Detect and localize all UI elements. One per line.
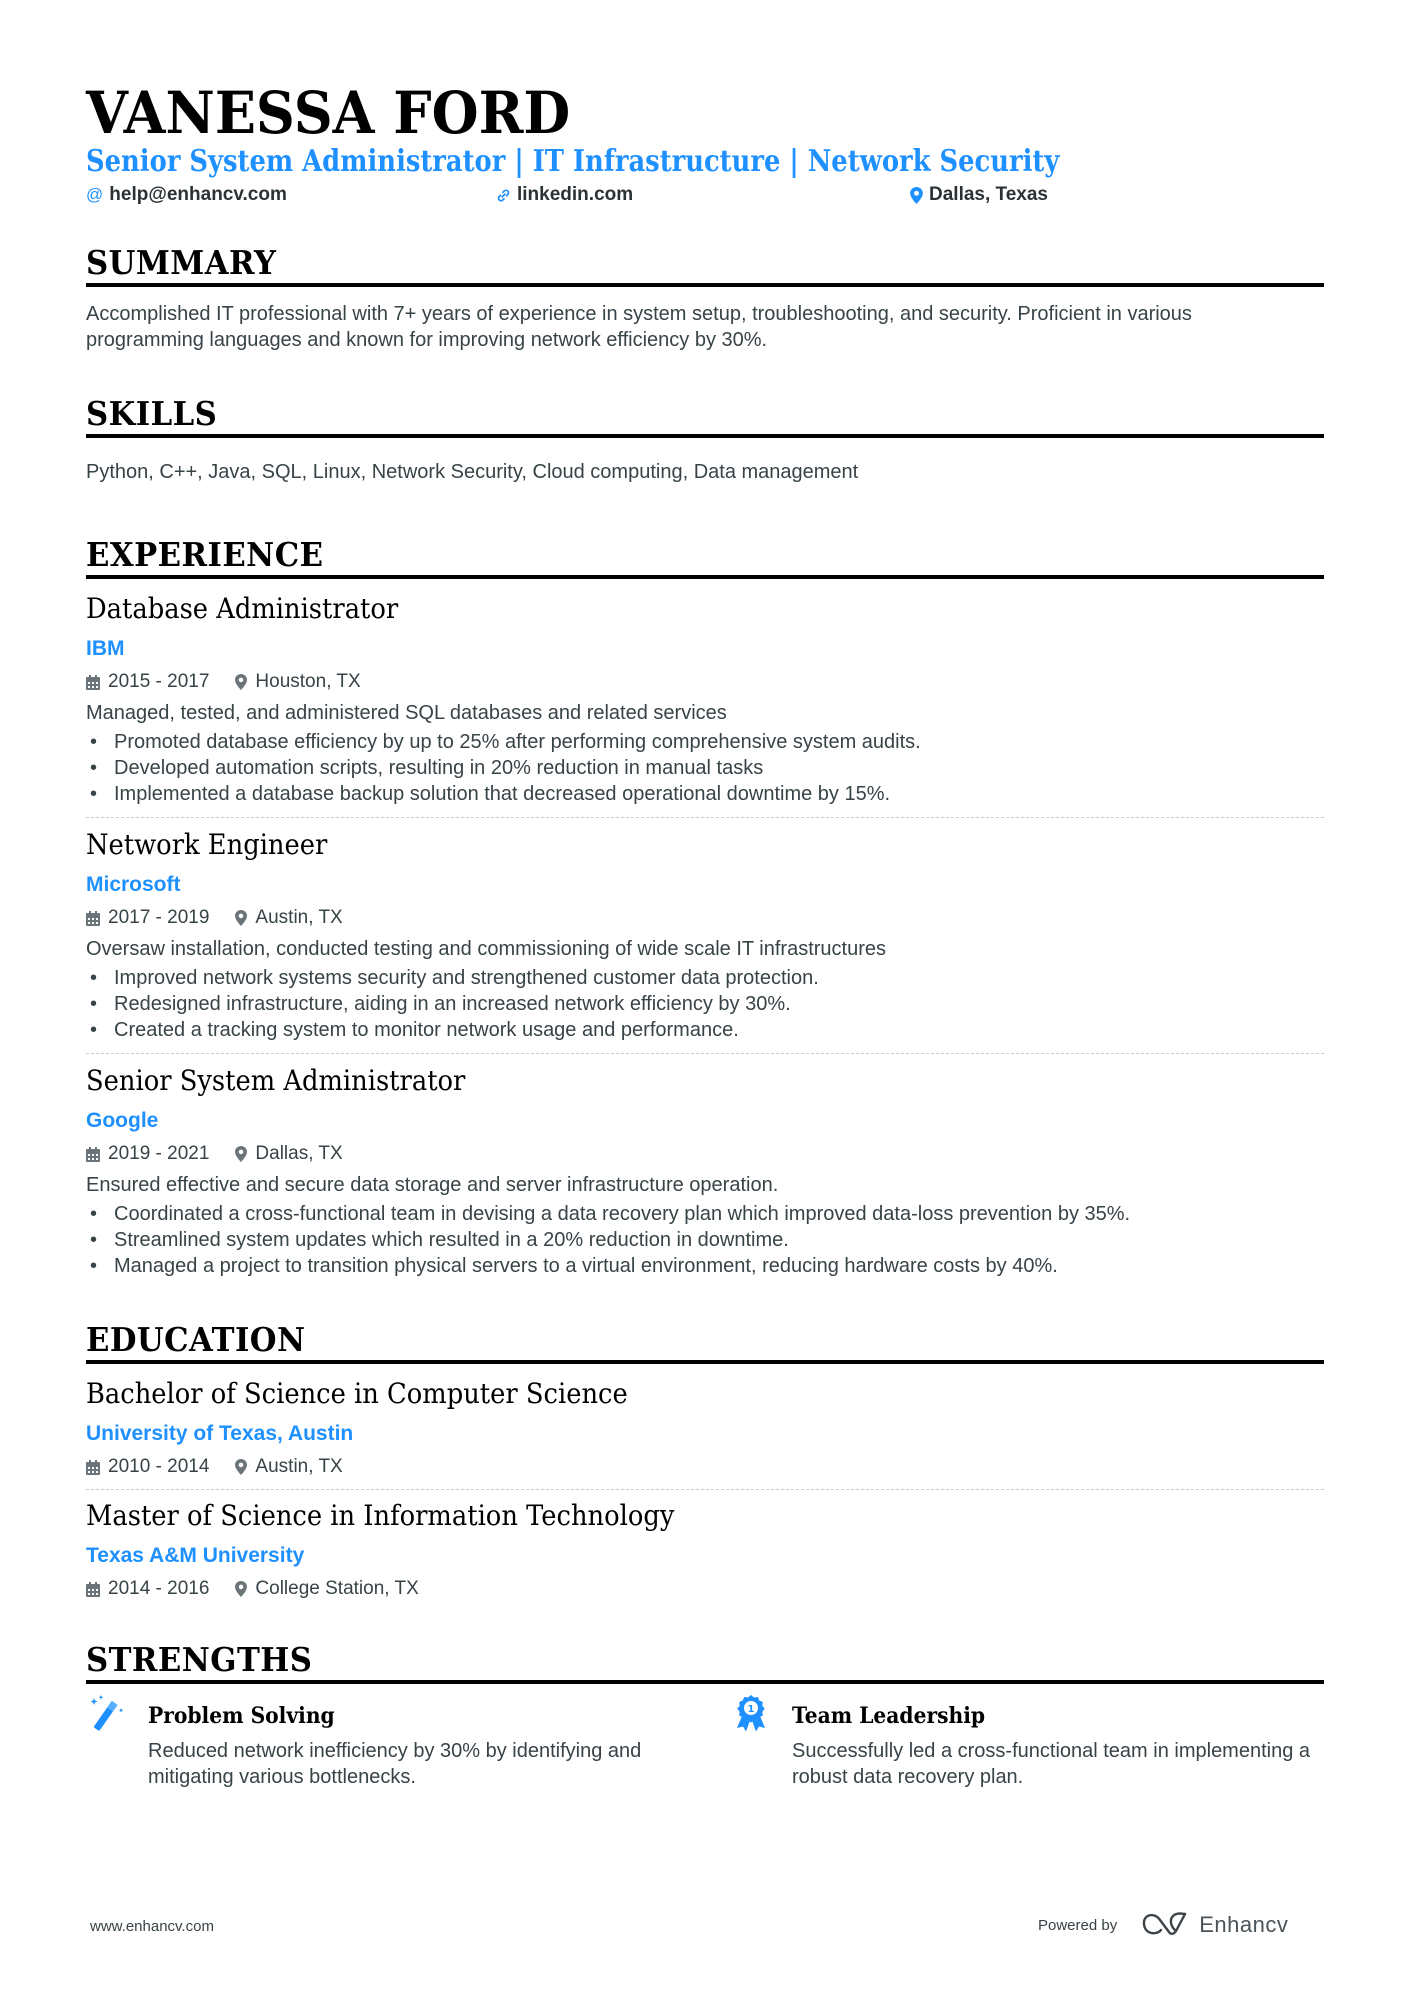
degree-title: Master of Science in Information Technology <box>86 1499 675 1532</box>
bullet-item: • Improved network systems security and strengthened customer data protection. <box>90 967 819 989</box>
enhancv-logo-icon <box>1141 1910 1189 1940</box>
contact-email[interactable] <box>86 184 287 206</box>
calendar-icon <box>86 911 100 926</box>
location-text: Dallas, Texas <box>929 184 1049 205</box>
footer-website[interactable]: www.enhancv.com <box>90 1918 214 1935</box>
section-title-summary: SUMMARY <box>86 243 277 282</box>
job-title: Database Administrator <box>86 592 399 625</box>
map-pin-icon <box>235 1581 247 1597</box>
map-pin-icon <box>235 1146 247 1162</box>
section-title-skills: SKILLS <box>86 394 218 433</box>
strength-title: Problem Solving <box>148 1703 335 1729</box>
job-meta <box>86 670 361 694</box>
strength-description: Successfully led a cross-functional team in implementing a robust data recovery plan. <box>792 1740 1311 1788</box>
education-dates: 2010 - 2014 <box>108 1456 210 1477</box>
job-bullets <box>86 965 819 1043</box>
bullet-item: • Managed a project to transition physical servers to a virtual environment, reducing hardware costs by 40%. <box>90 1255 1058 1277</box>
calendar-icon <box>86 1147 100 1162</box>
magic-wand-icon <box>88 1694 126 1734</box>
company-name: IBM <box>86 637 125 660</box>
education-location: College Station, TX <box>255 1578 419 1599</box>
section-title-strengths: STRENGTHS <box>86 1640 313 1679</box>
section-title-education: EDUCATION <box>86 1320 306 1359</box>
map-pin-icon <box>910 187 923 204</box>
job-location: Houston, TX <box>255 671 361 692</box>
calendar-icon <box>86 675 100 690</box>
job-title: Network Engineer <box>86 828 328 861</box>
section-rule <box>86 283 1324 287</box>
job-bullets <box>86 729 921 807</box>
bullet-item: • Coordinated a cross-functional team in devising a data recovery plan which improved data-loss prevention by 35%. <box>90 1203 1131 1225</box>
education-location: Austin, TX <box>255 1456 343 1477</box>
contact-bar <box>86 184 1324 210</box>
section-rule <box>86 1680 1324 1684</box>
job-description: Ensured effective and secure data storage and server infrastructure operation. <box>86 1174 779 1196</box>
skills-text: Python, C++, Java, SQL, Linux, Network Security, Cloud computing, Data management <box>86 461 859 483</box>
job-dates: 2015 - 2017 <box>108 671 210 692</box>
job-meta <box>86 1142 343 1166</box>
job-description: Oversaw installation, conducted testing and commissioning of wide scale IT infrastructures <box>86 938 887 960</box>
section-title-experience: EXPERIENCE <box>86 535 324 574</box>
link-icon <box>496 188 511 203</box>
brand-name: Enhancv <box>1199 1912 1289 1937</box>
powered-by-label: Powered by <box>1038 1916 1118 1934</box>
map-pin-icon <box>235 910 247 926</box>
calendar-icon <box>86 1582 100 1597</box>
strength-title: Team Leadership <box>792 1703 986 1729</box>
contact-linkedin[interactable] <box>496 184 633 206</box>
linkedin-text: linkedin.com <box>517 184 634 205</box>
candidate-headline: Senior System Administrator | IT Infrastructure | Network Security <box>86 144 1060 179</box>
entry-divider <box>86 1489 1324 1490</box>
job-meta <box>86 906 343 930</box>
education-dates: 2014 - 2016 <box>108 1578 210 1599</box>
entry-divider <box>86 817 1324 818</box>
bullet-item: • Streamlined system updates which resulted in a 20% reduction in downtime. <box>90 1229 789 1251</box>
bullet-item: • Developed automation scripts, resulting in 20% reduction in manual tasks <box>90 757 764 779</box>
job-location: Austin, TX <box>255 907 343 928</box>
footer-powered-by[interactable] <box>1038 1910 1288 1940</box>
map-pin-icon <box>235 674 247 690</box>
at-icon: @ <box>86 185 104 204</box>
job-title: Senior System Administrator <box>86 1064 466 1097</box>
svg-text:1: 1 <box>747 1704 755 1715</box>
company-name: Google <box>86 1109 159 1132</box>
calendar-icon <box>86 1460 100 1475</box>
bullet-item: • Implemented a database backup solution that decreased operational downtime by 15%. <box>90 783 891 805</box>
strength-description: Reduced network inefficiency by 30% by identifying and mitigating various bottlenecks. <box>148 1740 642 1788</box>
job-dates: 2019 - 2021 <box>108 1143 210 1164</box>
education-meta <box>86 1455 343 1479</box>
candidate-name: VANESSA FORD <box>86 79 571 147</box>
award-ribbon-icon <box>732 1694 770 1734</box>
section-rule <box>86 575 1324 579</box>
section-rule <box>86 1360 1324 1364</box>
bullet-item: • Created a tracking system to monitor network usage and performance. <box>90 1019 739 1041</box>
school-name: Texas A&M University <box>86 1544 305 1567</box>
school-name: University of Texas, Austin <box>86 1422 354 1445</box>
company-name: Microsoft <box>86 873 181 896</box>
job-dates: 2017 - 2019 <box>108 907 210 928</box>
job-bullets <box>86 1201 1130 1279</box>
entry-divider <box>86 1053 1324 1054</box>
degree-title: Bachelor of Science in Computer Science <box>86 1377 628 1410</box>
job-location: Dallas, TX <box>255 1143 343 1164</box>
bullet-item: • Promoted database efficiency by up to 25% after performing comprehensive system audits. <box>90 731 921 753</box>
bullet-item: • Redesigned infrastructure, aiding in an increased network efficiency by 30%. <box>90 993 791 1015</box>
email-text: help@enhancv.com <box>109 184 287 205</box>
job-description: Managed, tested, and administered SQL databases and related services <box>86 702 727 724</box>
summary-text: Accomplished IT professional with 7+ years of experience in system setup, troubleshooting, and security. Proficient in various programming languages and known for improving network efficiency by 30%. <box>86 303 1192 351</box>
contact-location <box>910 184 1048 206</box>
education-meta <box>86 1577 419 1601</box>
section-rule <box>86 434 1324 438</box>
map-pin-icon <box>235 1459 247 1475</box>
